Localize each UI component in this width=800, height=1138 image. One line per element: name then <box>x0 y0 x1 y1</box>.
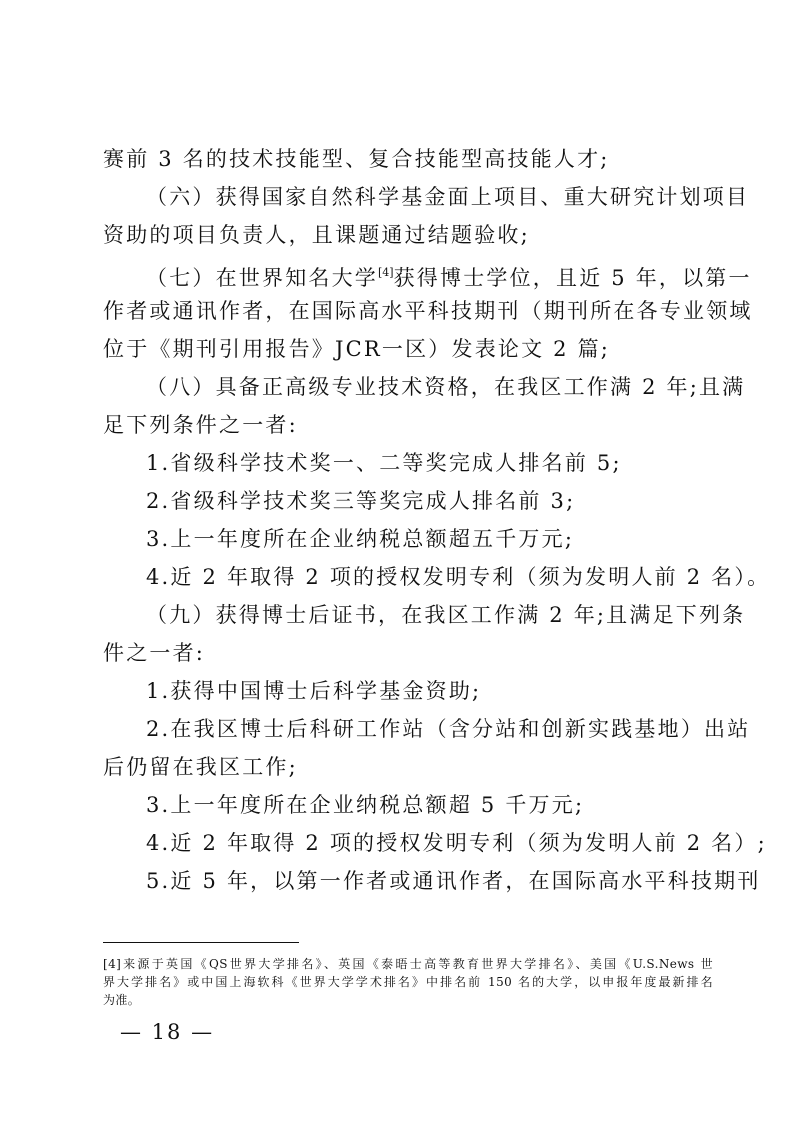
footnote-line-1: [4]来源于英国《QS世界大学排名》、英国《泰晤士高等教育世界大学排名》、美国《U.S.News 世 <box>103 957 713 971</box>
body-line-12: 4.近 2 年取得 2 项的授权发明专利（须为发明人前 2 名）。 <box>146 565 771 589</box>
body-line-4-part-b: 获得博士学位，且近 5 年，以第一 <box>393 266 752 290</box>
body-line-5: 作者或通讯作者，在国际高水平科技期刊（期刊所在各专业领域 <box>103 299 753 323</box>
body-line-4-part-a: （七）在世界知名大学 <box>146 266 378 290</box>
body-line-14: 件之一者: <box>103 641 206 665</box>
body-line-11: 3.上一年度所在企业纳税总额超五千万元; <box>146 527 575 551</box>
body-line-2: （六）获得国家自然科学基金面上项目、重大研究计划项目 <box>146 185 750 209</box>
body-line-7: （八）具备正高级专业技术资格，在我区工作满 2 年;且满 <box>146 375 746 399</box>
footnote-line-3: 为准。 <box>103 993 141 1007</box>
body-line-9: 1.省级科学技术奖一、二等奖完成人排名前 5; <box>146 451 622 475</box>
body-line-16: 2.在我区博士后科研工作站（含分站和创新实践基地）出站 <box>146 717 751 741</box>
body-line-19: 4.近 2 年取得 2 项的授权发明专利（须为发明人前 2 名）; <box>146 831 767 855</box>
body-line-1: 赛前 3 名的技术技能型、复合技能型高技能人才; <box>103 147 610 171</box>
footnote-line-2: 界大学排名》或中国上海软科《世界大学学术排名》中排名前 150 名的大学，以申报年度最新排名 <box>103 975 713 989</box>
body-line-3: 资助的项目负责人，且课题通过结题验收; <box>103 223 530 247</box>
body-line-15: 1.获得中国博士后科学基金资助; <box>146 679 482 703</box>
footnote-divider <box>103 942 299 943</box>
footnote-reference: [4] <box>378 266 394 279</box>
body-line-6: 位于《期刊引用报告》JCR一区）发表论文 2 篇; <box>103 337 611 361</box>
body-line-4 <box>146 257 752 294</box>
body-line-8: 足下列条件之一者: <box>103 413 298 437</box>
body-line-17: 后仍留在我区工作; <box>103 755 298 779</box>
body-line-10: 2.省级科学技术奖三等奖完成人排名前 3; <box>146 489 576 513</box>
body-line-13: （九）获得博士后证书，在我区工作满 2 年;且满足下列条 <box>146 603 746 627</box>
page-number: — 18 — <box>120 1020 215 1044</box>
body-line-20: 5.近 5 年，以第一作者或通讯作者，在国际高水平科技期刊 <box>146 869 761 893</box>
body-line-18: 3.上一年度所在企业纳税总额超 5 千万元; <box>146 793 585 817</box>
